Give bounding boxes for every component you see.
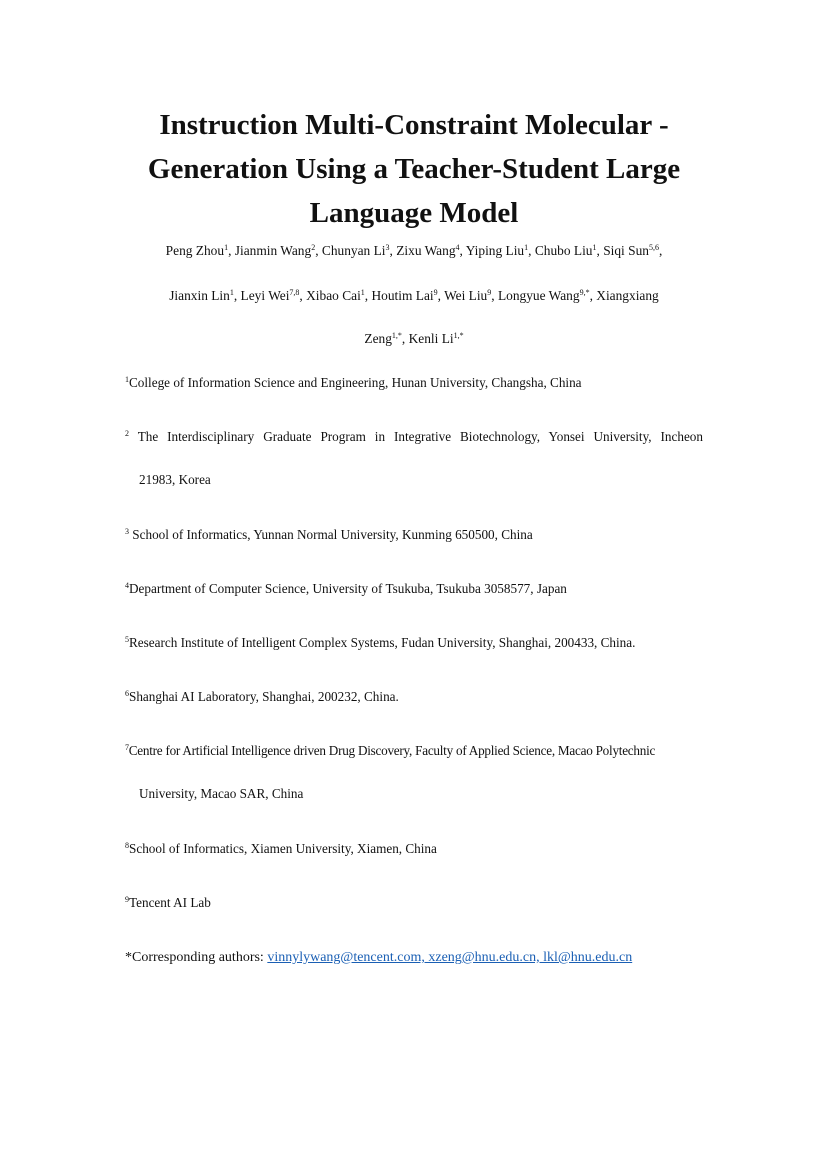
corresponding-authors (125, 949, 632, 966)
author-sup: 5,6 (648, 243, 659, 252)
author-name: Peng Zhou (165, 243, 225, 258)
author-sup: 1 (229, 288, 234, 297)
affiliation-7 (125, 743, 725, 802)
author-sup: 9 (487, 288, 492, 297)
affiliation-number: 9 (125, 895, 129, 904)
affiliation-5 (125, 635, 725, 651)
affiliation-number: 7 (125, 743, 129, 752)
affiliation-text: Centre for Artificial Intelligence driven Drug Discovery, Faculty of Applied Science, Macao Polytechnic (128, 743, 656, 758)
affiliation-number: 6 (125, 689, 129, 698)
author-sup: 1 (224, 243, 229, 252)
author-sup: 1 (592, 243, 597, 252)
affiliation-text-continued: University, Macao SAR, China (139, 786, 304, 801)
affiliation-2 (125, 429, 703, 488)
author-name: Longyue Wang (497, 288, 580, 303)
title-line-2: Generation Using a Teacher-Student Large (147, 153, 681, 185)
affiliation-text: School of Informatics, Yunnan Normal University, Kunming 650500, China (132, 527, 533, 542)
affiliation-4 (125, 581, 705, 597)
affiliation-text: Department of Computer Science, University of Tsukuba, Tsukuba 3058577, Japan (129, 581, 567, 596)
author-sup: 1,* (453, 331, 464, 340)
author-name: Chunyan Li (321, 243, 386, 258)
author-sup: 1 (524, 243, 529, 252)
author-name: Houtim Lai (371, 288, 434, 303)
affiliation-text: Shanghai AI Laboratory, Shanghai, 200232, China. (129, 689, 399, 704)
affiliation-8 (125, 841, 705, 857)
author-sup: 7,8 (289, 288, 300, 297)
author-line-3: Zeng$^{1,*}$, Kenli $Li^{1,*}$ (364, 331, 464, 346)
author-name: Siqi Sun (603, 243, 649, 258)
affiliation-1 (125, 375, 705, 391)
affiliation-number: 2 (125, 429, 129, 438)
author-sup: 3 (385, 243, 390, 252)
affiliation-text: Research Institute of Intelligent Complex Systems, Fudan University, Shanghai, 200433, China. (129, 635, 636, 650)
author-sup: 1,* (391, 331, 402, 340)
affiliation-number: 8 (125, 841, 129, 850)
affiliation-text: School of Informatics, Xiamen University, Xiamen, China (129, 841, 437, 856)
affiliation-text: The Interdisciplinary Graduate Program in Integrative Biotechnology, Yonsei University, Incheon (137, 429, 703, 444)
author-name: Chubo Liu (534, 243, 593, 258)
author-name: Xibao Cai (306, 288, 361, 303)
corresponding-email-links[interactable]: vinnylywang@tencent.com, xzeng@hnu.edu.cn, lkl@hnu.edu.cn (267, 950, 633, 965)
affiliation-text-continued: 21983, Korea (139, 472, 211, 487)
author-line-2: Jianxin Lin$^1$, Leyi Wei$^{7,8}$, Xibao Cai$^1$, Houtim Lai$^9$, Wei Liu$^9$, Longyue Wang$^{9,*}$, Xiangxiang (169, 288, 659, 303)
affiliation-text: College of Information Science and Engineering, Hunan University, Changsha, China (129, 375, 582, 390)
paper-title (60, 103, 768, 235)
author-sup: 9 (433, 288, 438, 297)
author-name-part: Xiangxiang (596, 288, 659, 303)
affiliation-number: 5 (125, 635, 129, 644)
author-line-1: Peng Zhou$^1$, Jianmin Wang$^2$, Chunyan Li$^3$, Zixu Wang$^4$, Yiping Liu$^1$, Chubo Liu$^1$, Siqi Sun$^{5,6}$, (165, 243, 663, 258)
affiliation-number: 1 (125, 375, 129, 384)
affiliation-3 (125, 527, 705, 543)
author-name: Leyi Wei (240, 288, 290, 303)
author-name: Wei Liu (444, 288, 488, 303)
author-name: Jianmin Wang (234, 243, 312, 258)
author-name: Yiping Liu (465, 243, 525, 258)
corresponding-label: *Corresponding authors: (125, 950, 268, 965)
affiliation-6 (125, 689, 705, 705)
affiliation-9 (125, 895, 705, 911)
author-name: Kenli Li (408, 331, 454, 346)
title-line-1: Instruction Multi-Constraint Molecular - (159, 109, 669, 141)
author-sup: 2 (311, 243, 316, 252)
author-name-part: Zeng (364, 331, 392, 346)
author-sup: 4 (455, 243, 460, 252)
author-name: Zixu Wang (396, 243, 456, 258)
affiliation-number: 3 (125, 527, 129, 536)
affiliation-number: 4 (125, 581, 129, 590)
title-line-3: Language Model (309, 197, 519, 229)
affiliation-text: Tencent AI Lab (129, 895, 211, 910)
author-sup: 9,* (579, 288, 590, 297)
author-sup: 1 (360, 288, 365, 297)
author-name: Jianxin Lin (169, 288, 230, 303)
